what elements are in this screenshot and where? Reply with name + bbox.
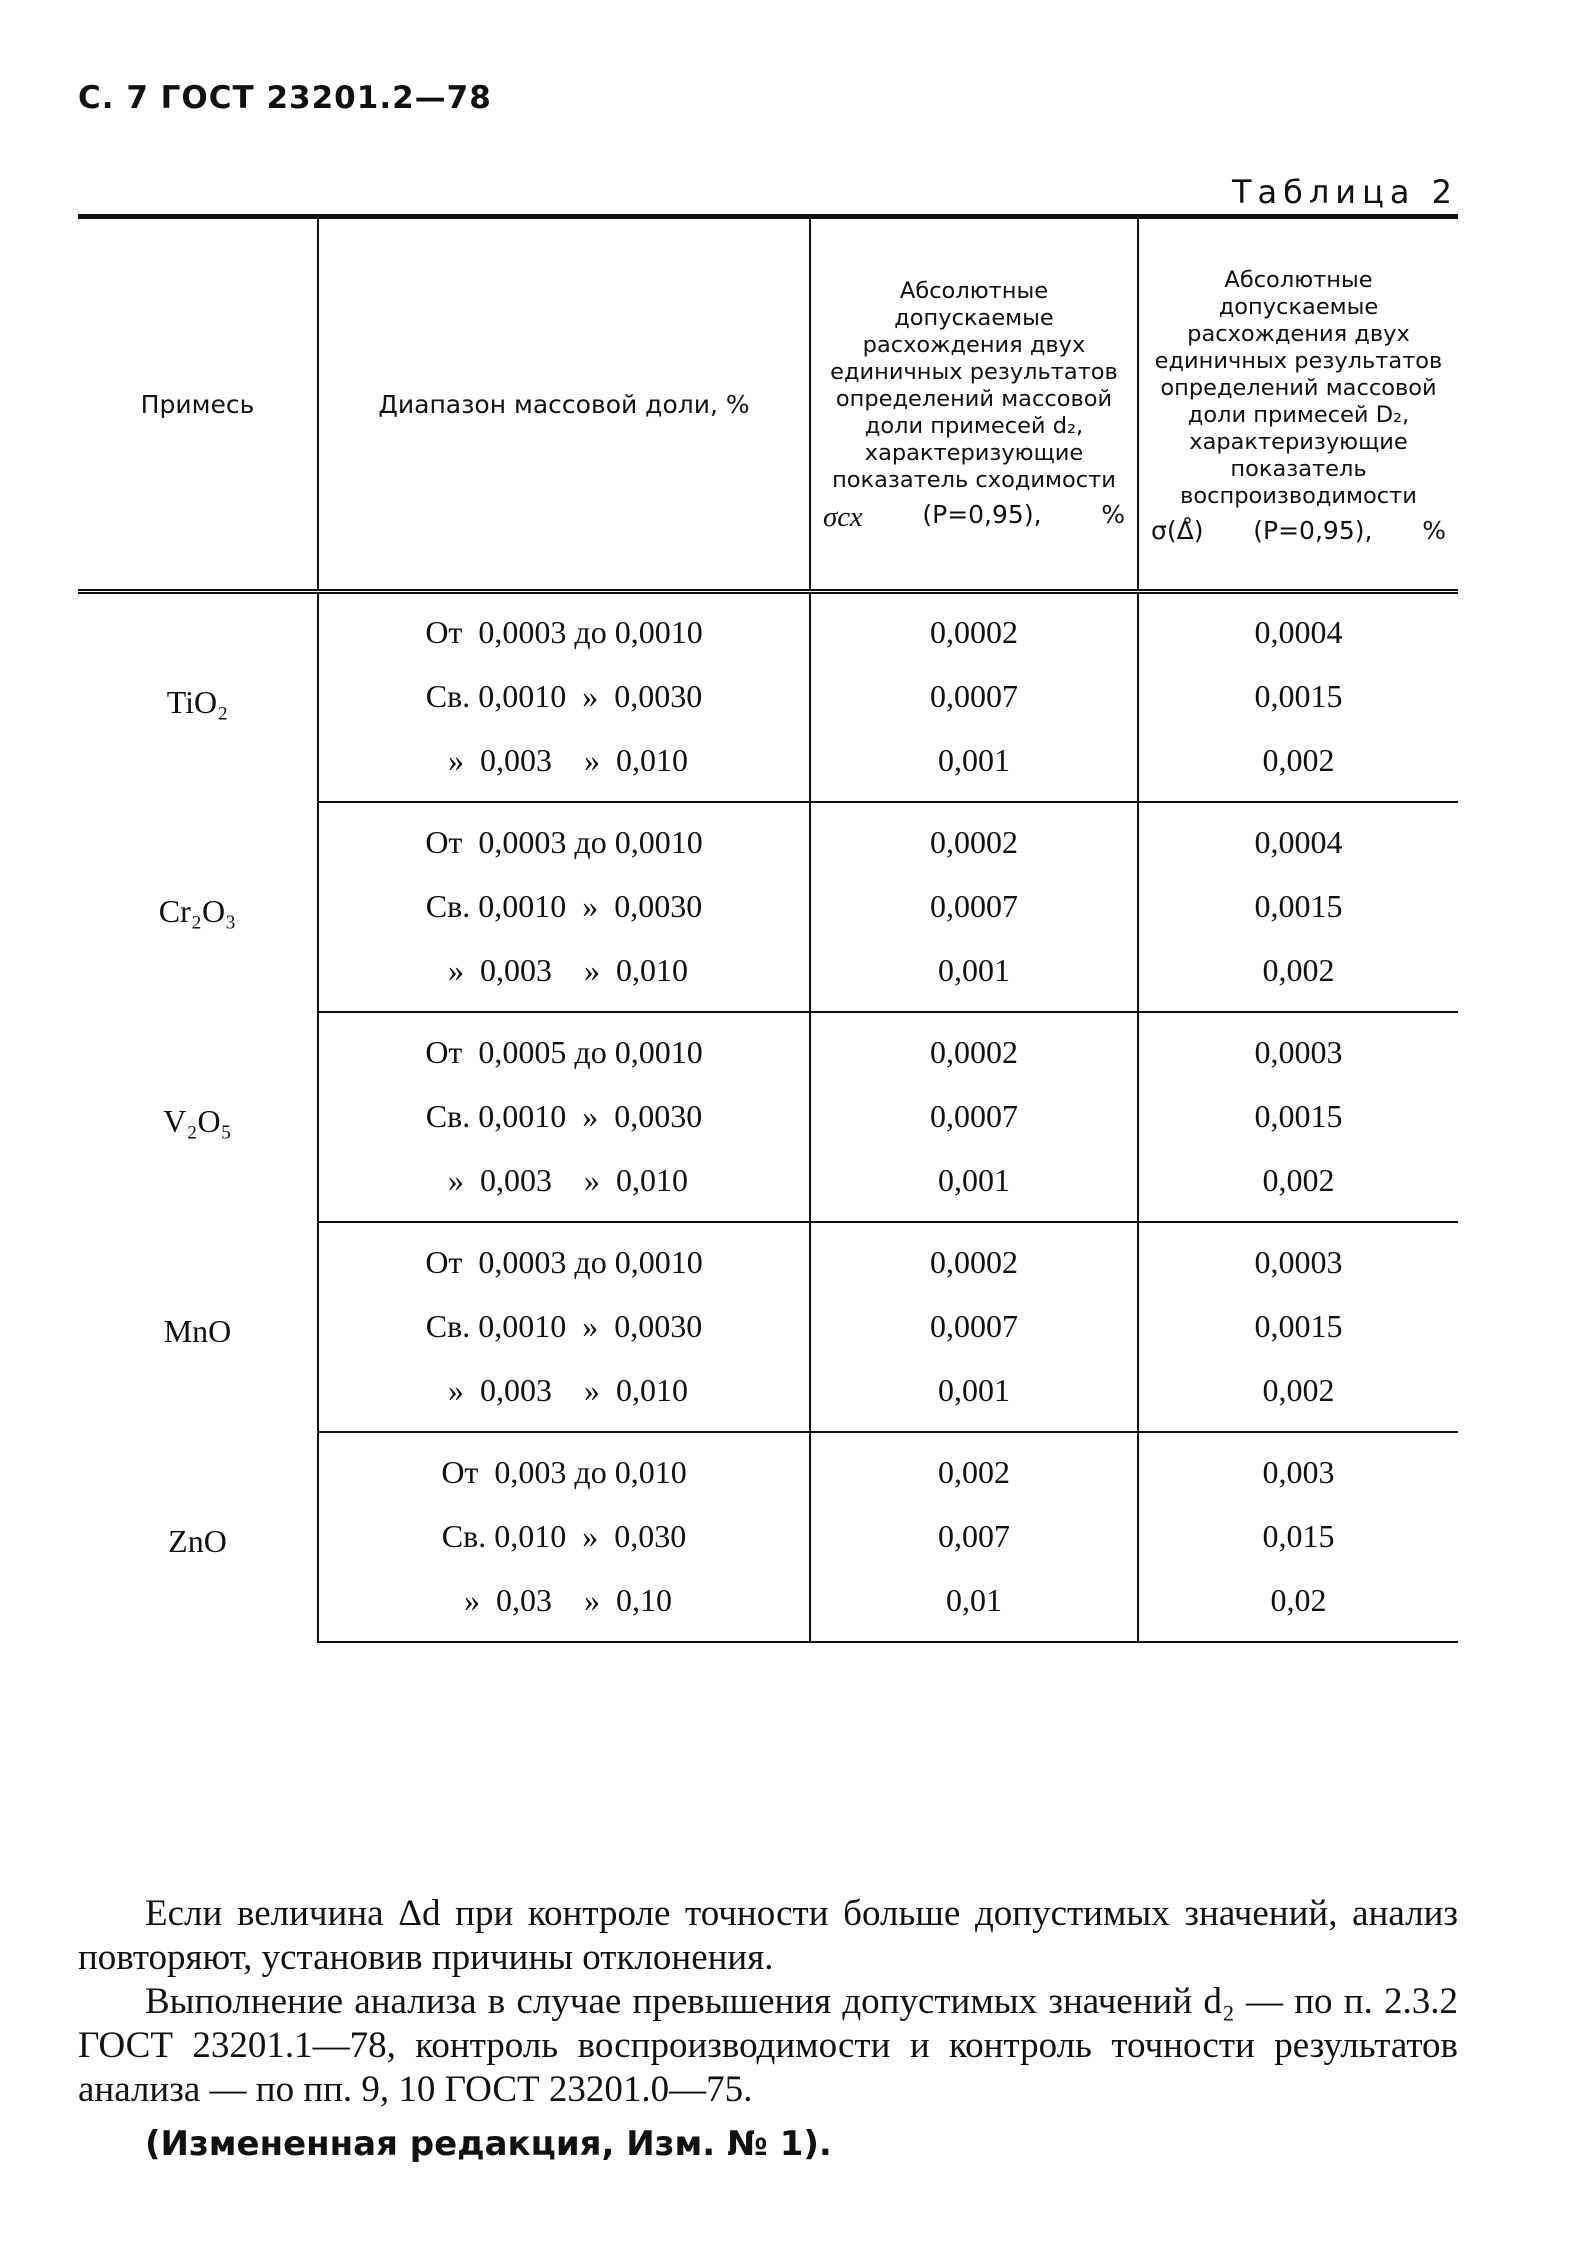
range-cell: [318, 1222, 810, 1292]
reproducibility-value: 0,0004: [1138, 592, 1458, 662]
table-row: [78, 1432, 1458, 1502]
range-value: От 0,0003 до 0,0010: [425, 823, 703, 860]
reproducibility-value: 0,002: [1138, 942, 1458, 1012]
convergence-value: 0,0002: [810, 1012, 1138, 1082]
reproducibility-unit: %: [1422, 515, 1446, 545]
table-row: [78, 1012, 1458, 1082]
reproducibility-value: 0,002: [1138, 1362, 1458, 1432]
convergence-value: 0,0002: [810, 592, 1138, 662]
range-cell: [318, 802, 810, 872]
col-header-convergence: [810, 217, 1138, 592]
range-value: Св. 0,0010 » 0,0030: [425, 888, 703, 924]
col-header-range-label: Диапазон массовой доли, %: [378, 389, 750, 419]
range-cell: [318, 732, 810, 802]
range-value: От 0,003 до 0,010: [441, 1453, 687, 1490]
convergence-probability: (P=0,95),: [922, 499, 1042, 529]
convergence-value: 0,002: [810, 1432, 1138, 1502]
convergence-value: 0,0007: [810, 1082, 1138, 1152]
table-row: [78, 592, 1458, 662]
range-cell: [318, 1502, 810, 1572]
range-value: От 0,0005 до 0,0010: [425, 1033, 703, 1070]
col-header-range: [318, 217, 810, 592]
range-value: Св. 0,0010 » 0,0030: [425, 1308, 703, 1344]
range-value: От 0,0003 до 0,0010: [425, 614, 703, 651]
reproducibility-probability: (P=0,95),: [1253, 515, 1373, 545]
range-cell: [318, 1362, 810, 1432]
reproducibility-value: 0,0004: [1138, 802, 1458, 872]
col-header-reproducibility: [1138, 217, 1458, 592]
range-value: » 0,03 » 0,10: [456, 1581, 672, 1618]
col-header-impurity: [78, 217, 318, 592]
col-header-impurity-label: Примесь: [140, 389, 255, 419]
reproducibility-value: 0,015: [1138, 1502, 1458, 1572]
page-header: С. 7 ГОСТ 23201.2—78: [78, 80, 492, 116]
range-value: » 0,003 » 0,010: [440, 1371, 688, 1408]
range-cell: [318, 1292, 810, 1362]
reproducibility-value: 0,0015: [1138, 1292, 1458, 1362]
reproducibility-value: 0,0003: [1138, 1222, 1458, 1292]
convergence-value: 0,001: [810, 1152, 1138, 1222]
table-row: [78, 802, 1458, 872]
range-cell: [318, 942, 810, 1012]
note-paragraph-2: Выполнение анализа в случае превышения допустимых значений d₂ — по п. 2.3.2 ГОСТ 23201.1—78, контроль воспроизводимости и контроль точности результатов анализа — по пп. 9, 10 ГОСТ 23201.0—75.: [78, 1981, 1458, 2110]
note-paragraph-1: Если величина Δd при контроле точности больше допустимых значений, анализ повторяют, установив причины отклонения.: [78, 1893, 1458, 1978]
convergence-symbol: σсх: [823, 500, 863, 533]
range-cell: [318, 592, 810, 662]
convergence-unit: %: [1101, 499, 1125, 529]
range-cell: [318, 1572, 810, 1642]
range-value: Св. 0,010 » 0,030: [441, 1518, 687, 1554]
reproducibility-value: 0,002: [1138, 1152, 1458, 1222]
reproducibility-value: 0,02: [1138, 1572, 1458, 1642]
range-value: Св. 0,0010 » 0,0030: [425, 678, 703, 714]
convergence-value: 0,01: [810, 1572, 1138, 1642]
reproducibility-value: 0,0003: [1138, 1012, 1458, 1082]
range-cell: [318, 1082, 810, 1152]
reproducibility-value: 0,0015: [1138, 1082, 1458, 1152]
amendment-note: (Измененная редакция, Изм. № 1).: [145, 2124, 832, 2164]
impurity-name: TiO₂: [166, 684, 229, 721]
convergence-value: 0,001: [810, 942, 1138, 1012]
table-body: [78, 592, 1458, 1642]
convergence-value: 0,007: [810, 1502, 1138, 1572]
reproducibility-value: 0,0015: [1138, 662, 1458, 732]
reproducibility-symbol: σ(Δ̊): [1151, 515, 1204, 545]
reproducibility-value: 0,0015: [1138, 872, 1458, 942]
range-value: Св. 0,0010 » 0,0030: [425, 1098, 703, 1134]
convergence-value: 0,0002: [810, 1222, 1138, 1292]
range-cell: [318, 1432, 810, 1502]
convergence-value: 0,0002: [810, 802, 1138, 872]
reproducibility-value: 0,002: [1138, 732, 1458, 802]
table-caption: Таблица 2: [1231, 173, 1458, 211]
range-cell: [318, 662, 810, 732]
range-cell: [318, 1012, 810, 1082]
impurity-name: MnO: [163, 1313, 232, 1349]
range-value: » 0,003 » 0,010: [440, 741, 688, 778]
range-value: » 0,003 » 0,010: [440, 1161, 688, 1198]
col-header-convergence-text: Абсолютные допускаемые расхождения двух единичных результатов определений массовой доли примесей d₂, характеризующие показатель сходимости: [830, 277, 1118, 493]
range-cell: [318, 1152, 810, 1222]
impurity-name: ZnO: [168, 1523, 227, 1559]
impurity-name: V₂O₅: [163, 1103, 232, 1139]
range-value: От 0,0003 до 0,0010: [425, 1243, 703, 1280]
reproducibility-value: 0,003: [1138, 1432, 1458, 1502]
convergence-value: 0,001: [810, 732, 1138, 802]
range-cell: [318, 872, 810, 942]
convergence-value: 0,001: [810, 1362, 1138, 1432]
table-header-row: [78, 217, 1458, 592]
data-table: [78, 214, 1458, 1643]
range-value: » 0,003 » 0,010: [440, 951, 688, 988]
impurity-name: Cr₂O₃: [158, 893, 237, 929]
table-row: [78, 1222, 1458, 1292]
convergence-value: 0,0007: [810, 872, 1138, 942]
convergence-value: 0,0007: [810, 662, 1138, 732]
convergence-value: 0,0007: [810, 1292, 1138, 1362]
col-header-reproducibility-text: Абсолютные допускаемые расхождения двух единичных результатов определений массовой доли примесей D₂, характеризующие показатель воспроизводимости: [1154, 266, 1443, 509]
notes-section: [78, 1892, 1458, 2166]
